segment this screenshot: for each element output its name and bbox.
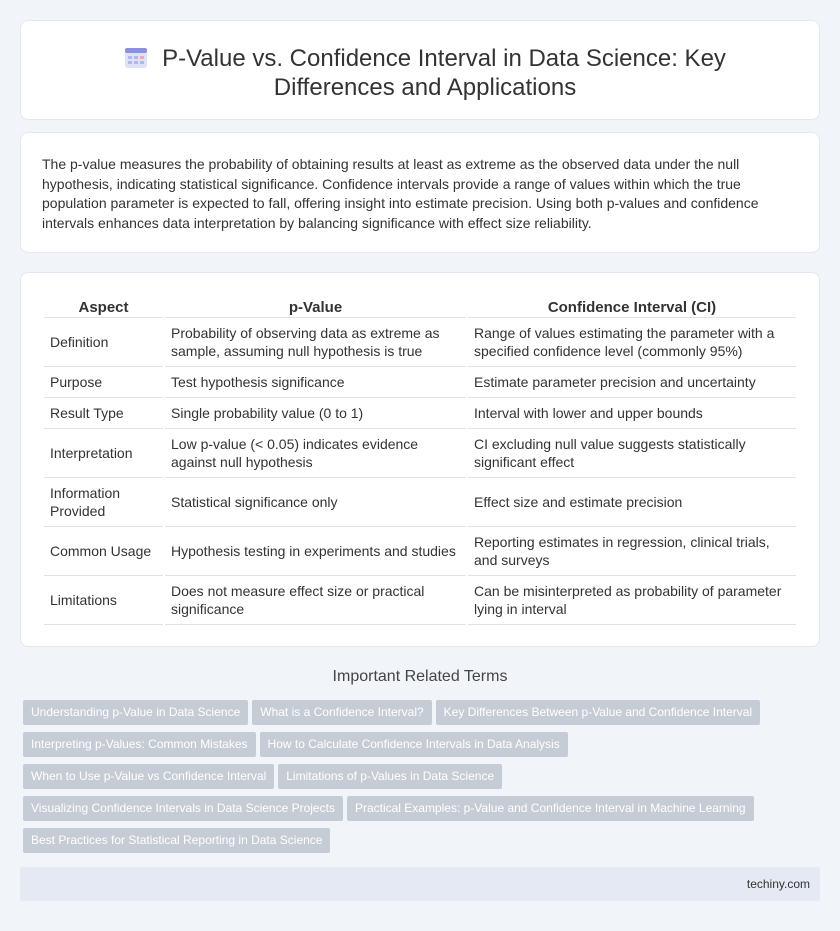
table-row	[44, 576, 796, 625]
header-aspect: Aspect	[44, 294, 163, 318]
comparison-table	[42, 294, 798, 625]
ci-cell: Effect size and estimate precision	[468, 478, 796, 527]
ci-cell: Can be misinterpreted as probability of parameter lying in interval	[468, 576, 796, 625]
aspect-cell: Limitations	[44, 576, 163, 625]
comparison-card	[20, 272, 820, 647]
pvalue-cell: Test hypothesis significance	[165, 367, 466, 398]
table-row	[44, 527, 796, 576]
related-terms-heading: Important Related Terms	[332, 668, 508, 685]
related-term-tag[interactable]: Key Differences Between p-Value and Confidence Interval	[436, 700, 760, 725]
ci-cell: Range of values estimating the parameter with a specified confidence level (commonly 95%)	[468, 318, 796, 367]
table-row	[44, 429, 796, 478]
pvalue-cell: Low p-value (< 0.05) indicates evidence against null hypothesis	[165, 429, 466, 478]
related-term-tag[interactable]: Limitations of p-Values in Data Science	[278, 764, 502, 789]
pvalue-cell: Probability of observing data as extreme as sample, assuming null hypothesis is true	[165, 318, 466, 367]
aspect-cell: Interpretation	[44, 429, 163, 478]
aspect-cell: Purpose	[44, 367, 163, 398]
related-term-tag[interactable]: Understanding p-Value in Data Science	[23, 700, 248, 725]
aspect-cell: Result Type	[44, 398, 163, 429]
pvalue-cell: Hypothesis testing in experiments and studies	[165, 527, 466, 576]
header-pvalue: p-Value	[165, 294, 466, 318]
footer-site-link[interactable]: techiny.com	[746, 877, 810, 891]
related-term-tag[interactable]: Visualizing Confidence Intervals in Data Science Projects	[23, 796, 343, 821]
footer	[20, 867, 820, 901]
document-icon	[124, 47, 148, 69]
table-header-row	[44, 294, 796, 318]
intro-card	[20, 132, 820, 253]
title-card	[20, 20, 820, 120]
related-term-tag[interactable]: Best Practices for Statistical Reporting in Data Science	[23, 828, 330, 853]
aspect-cell: Information Provided	[44, 478, 163, 527]
table-row	[44, 398, 796, 429]
page-title-text: P-Value vs. Confidence Interval in Data Science: Key Differences and Applications	[162, 45, 726, 101]
related-terms-list	[23, 700, 813, 860]
related-term-tag[interactable]: What is a Confidence Interval?	[252, 700, 431, 725]
page-title	[61, 44, 789, 102]
header-ci: Confidence Interval (CI)	[468, 294, 796, 318]
related-term-tag[interactable]: When to Use p-Value vs Confidence Interval	[23, 764, 274, 789]
ci-cell: Reporting estimates in regression, clinical trials, and surveys	[468, 527, 796, 576]
ci-cell: CI excluding null value suggests statistically significant effect	[468, 429, 796, 478]
table-row	[44, 318, 796, 367]
pvalue-cell: Single probability value (0 to 1)	[165, 398, 466, 429]
ci-cell: Estimate parameter precision and uncertainty	[468, 367, 796, 398]
ci-cell: Interval with lower and upper bounds	[468, 398, 796, 429]
pvalue-cell: Does not measure effect size or practical significance	[165, 576, 466, 625]
intro-paragraph: The p-value measures the probability of obtaining results at least as extreme as the observed data under the null hypothesis, indicating statistical significance. Confidence intervals provide a range of values within which the true population parameter is expected to fall, offering insight into estimate precision. Using both p-values and confidence intervals enhances data interpretation by balancing significance with effect size reliability.	[42, 156, 759, 231]
table-row	[44, 478, 796, 527]
related-term-tag[interactable]: Interpreting p-Values: Common Mistakes	[23, 732, 256, 757]
pvalue-cell: Statistical significance only	[165, 478, 466, 527]
aspect-cell: Definition	[44, 318, 163, 367]
table-row	[44, 367, 796, 398]
aspect-cell: Common Usage	[44, 527, 163, 576]
related-term-tag[interactable]: Practical Examples: p-Value and Confidence Interval in Machine Learning	[347, 796, 754, 821]
related-term-tag[interactable]: How to Calculate Confidence Intervals in Data Analysis	[260, 732, 568, 757]
